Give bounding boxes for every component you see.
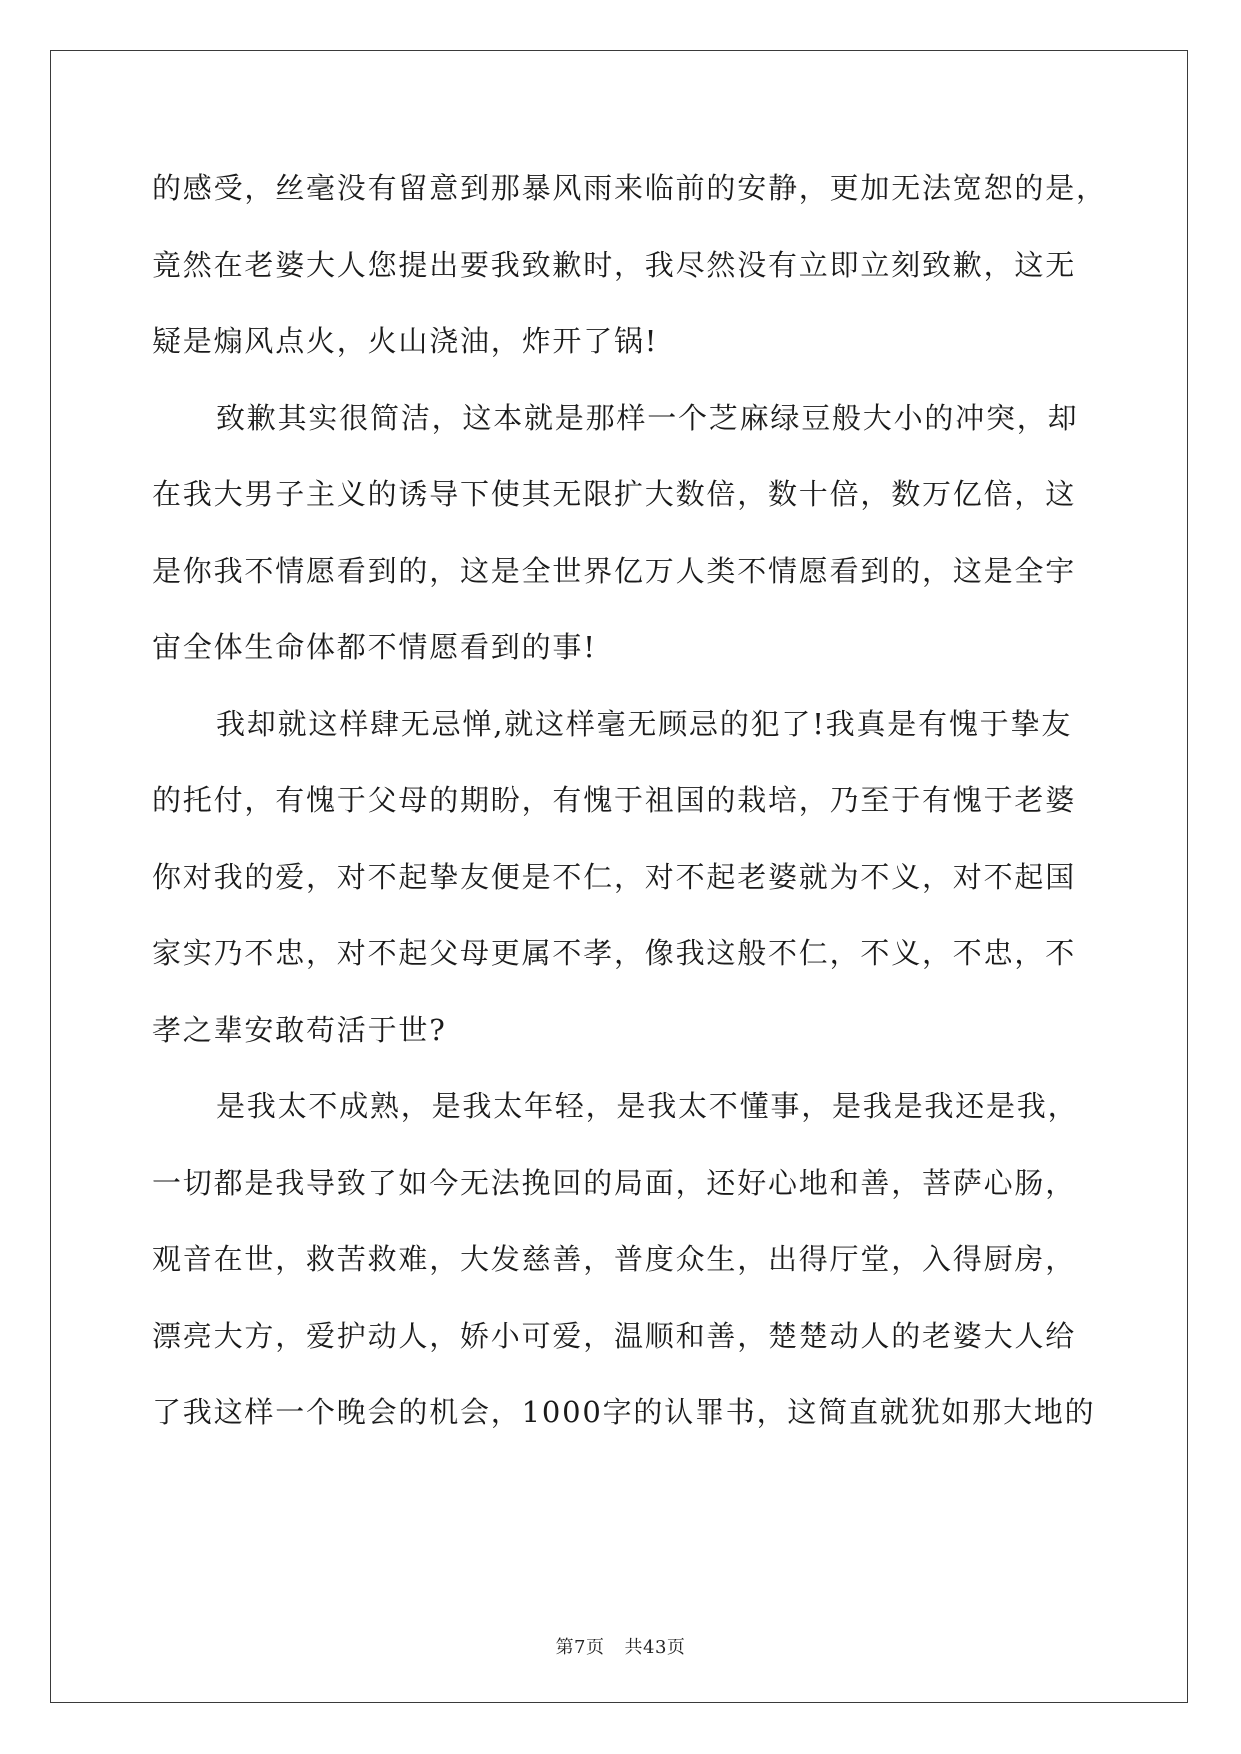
text-line: 了我这样一个晚会的机会，1000字的认罪书，这简直就犹如那大地的 [152, 1395, 1096, 1429]
text-line: 的感受，丝毫没有留意到那暴风雨来临前的安静，更加无法宽恕的是， [152, 171, 1107, 205]
text-line: 漂亮大方，爱护动人，娇小可爱，温顺和善，楚楚动人的老婆大人给 [152, 1318, 1077, 1353]
text-line: 宙全体生命体都不情愿看到的事! [152, 630, 597, 664]
text-line: 一切都是我导致了如今无法挽回的局面，还好心地和善，菩萨心肠， [152, 1165, 1077, 1200]
text-line: 是你我不情愿看到的，这是全世界亿万人类不情愿看到的，这是全宇 [152, 553, 1077, 588]
text-line: 的托付，有愧于父母的期盼，有愧于祖国的栽培，乃至于有愧于老婆 [152, 783, 1077, 817]
text-line: 孝之辈安敢苟活于世? [152, 1012, 447, 1047]
text-line: 疑是煽风点火，火山浇油，炸开了锅! [152, 324, 659, 358]
paragraph-start-line: 我却就这样肆无忌惮,就这样毫无顾忌的犯了!我真是有愧于挚友 [216, 706, 1073, 741]
page-total: 共43页 [624, 1637, 686, 1658]
text-line: 家实乃不忠，对不起父母更属不孝，像我这般不仁，不义，不忠，不 [152, 936, 1077, 970]
page-footer [0, 1633, 1241, 1659]
text-line: 你对我的爱，对不起挚友便是不仁，对不起老婆就为不义，对不起国 [152, 859, 1077, 894]
paragraph-start-line: 致歉其实很简洁，这本就是那样一个芝麻绿豆般大小的冲突，却 [216, 400, 1079, 435]
document-body [152, 164, 1107, 1465]
page-number: 第7页 [555, 1637, 605, 1658]
text-line: 竟然在老婆大人您提出要我致歉时，我尽然没有立即立刻致歉，这无 [152, 247, 1077, 282]
text-line: 观音在世，救苦救难，大发慈善，普度众生，出得厅堂，入得厨房， [152, 1242, 1077, 1276]
text-line: 在我大男子主义的诱导下使其无限扩大数倍，数十倍，数万亿倍，这 [152, 477, 1077, 511]
paragraph-start-line: 是我太不成熟，是我太年轻，是我太不懂事，是我是我还是我， [216, 1089, 1079, 1123]
